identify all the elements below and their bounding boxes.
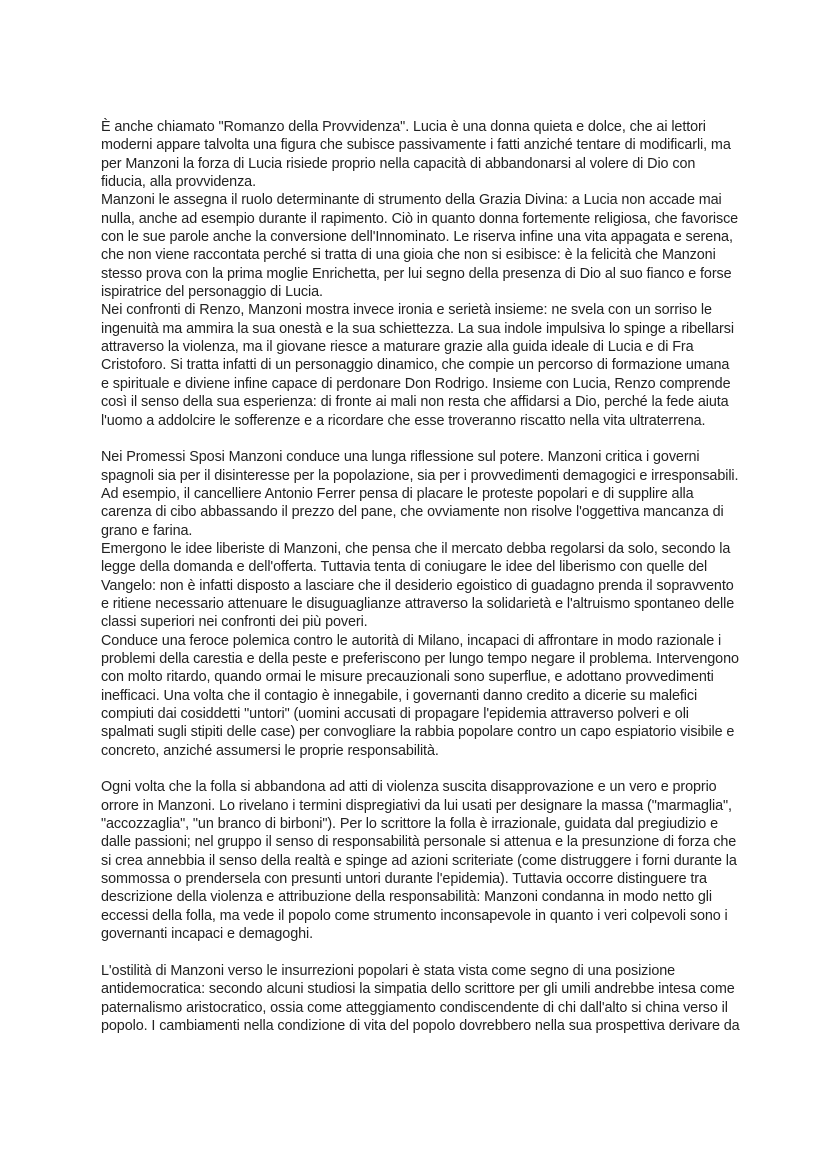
- section-lucia-renzo: [101, 118, 741, 430]
- text-line: Vangelo: non è infatti disposto a lasciare che il desiderio egoistico di guadagno prenda il sopravvento: [101, 577, 734, 594]
- text-line: ispiratrice del personaggio di Lucia.: [101, 284, 323, 301]
- text-line: e spirituale e diviene infine capace di perdonare Don Rodrigo. Insieme con Lucia, Renzo comprende: [101, 375, 731, 392]
- section-ostilita: [101, 962, 741, 1035]
- paragraph-folla: [101, 778, 741, 943]
- text-line: ingenuità ma ammira la sua onestà e la sua schiettezza. La sua indole impulsiva lo spinge a ribellarsi: [101, 320, 734, 337]
- document-page: [101, 118, 741, 1035]
- text-line: Manzoni le assegna il ruolo determinante di strumento della Grazia Divina: a Lucia non accade mai: [101, 192, 722, 209]
- text-line: eccessi della folla, ma vede il popolo come strumento inconsapevole in quanto i veri colpevoli sono i: [101, 907, 728, 924]
- text-line: È anche chiamato "Romanzo della Provvidenza". Lucia è una donna quieta e dolce, che ai lettori: [101, 119, 706, 135]
- text-line: popolo. I cambiamenti nella condizione di vita del popolo dovrebbero nella sua prospettiva derivare da: [101, 1017, 740, 1034]
- text-line: L'ostilità di Manzoni verso le insurrezioni popolari è stata vista come segno di una posizione: [101, 962, 676, 979]
- paragraph-spacer: [101, 430, 741, 448]
- text-line: governanti incapaci e demagoghi.: [101, 926, 314, 943]
- text-line: e ritiene necessario attenuare le disuguaglianze attraverso la solidarietà e l'altruismo spontaneo delle: [101, 595, 735, 612]
- text-line: l'uomo a addolcire le sofferenze e a ricordare che esse troveranno riscatto nella vita ultraterrena.: [101, 412, 706, 429]
- text-line: dalle passioni; nel gruppo il senso di responsabilità personale si attenua e la presunzione di forza che: [101, 834, 737, 851]
- text-line: attraverso la violenza, ma il giovane riesce a maturare grazie alla guida ideale di Lucia e di Fra: [101, 339, 694, 356]
- paragraph-lucia-grazia: [101, 191, 741, 301]
- text-line: paternalismo aristocratico, ossia come atteggiamento condiscendente di chi dall'alto si china verso il: [101, 999, 728, 1016]
- text-line: fiducia, alla provvidenza.: [101, 174, 256, 191]
- paragraph-renzo: [101, 301, 741, 429]
- paragraph-spacer: [101, 943, 741, 961]
- text-line: Nei Promessi Sposi Manzoni conduce una lunga riflessione sul potere. Manzoni critica i governi: [101, 449, 700, 466]
- text-line: compiuti dai cosiddetti "untori" (uomini accusati di propagare l'epidemia attraverso polveri e oli: [101, 706, 689, 722]
- text-line: Ad esempio, il cancelliere Antonio Ferrer pensa di placare le proteste popolari e di supplire alla: [101, 485, 694, 502]
- text-line: antidemocratica: secondo alcuni studiosi la simpatia dello scrittore per gli umili andrebbe intesa come: [101, 981, 735, 998]
- paragraph-ostilita: [101, 962, 741, 1035]
- paragraph-potere: [101, 448, 741, 540]
- text-line: carenza di cibo abbassando il prezzo del pane, che ovviamente non risolve l'oggettiva mancanza di: [101, 504, 724, 521]
- paragraph-lucia-provvidenza: [101, 118, 741, 191]
- text-line: "accozzaglia", "un branco di birboni"). Per lo scrittore la folla è irrazionale, guidata dal pregiudizio e: [101, 816, 718, 833]
- paragraph-polemica-milano: [101, 632, 741, 760]
- text-line: Ogni volta che la folla si abbandona ad atti di violenza suscita disapprovazione e un vero e proprio: [101, 779, 717, 796]
- text-line: problemi della carestia e della peste e preferiscono per lungo tempo negare il problema. Intervengono: [101, 650, 739, 667]
- paragraph-liberismo: [101, 540, 741, 632]
- text-line: Conduce una feroce polemica contro le autorità di Milano, incapaci di affrontare in modo razionale i: [101, 632, 722, 649]
- text-line: legge della domanda e dell'offerta. Tuttavia tenta di coniugare le idee del liberismo con quelle del: [101, 559, 708, 576]
- text-line: classi superiori nei confronti dei più poveri.: [101, 614, 368, 631]
- text-line: concreto, anziché assumersi le proprie responsabilità.: [101, 742, 439, 759]
- text-line: spagnoli sia per il disinteresse per la popolazione, sia per i provvedimenti demagogici e irresponsabili.: [101, 467, 739, 484]
- text-line: spalmati sugli stipiti delle case) per convogliare la rabbia popolare contro un capo espiatorio visibile e: [101, 724, 735, 741]
- text-line: così il senso della sua esperienza: di fronte ai mali non resta che affidarsi a Dio, perché la fede aiuta: [101, 394, 729, 411]
- text-line: con molto ritardo, quando ormai le misure precauzionali sono superflue, e adottano provvedimenti: [101, 669, 714, 686]
- text-line: nulla, anche ad esempio durante il rapimento. Ciò in quanto donna fortemente religiosa, che favorisce: [101, 210, 739, 227]
- text-line: stesso prova con la prima moglie Enrichetta, per lui segno della presenza di Dio al suo fianco e forse: [101, 265, 732, 282]
- text-line: si crea annebbia il senso della realtà e spinge ad azioni scriteriate (come distruggere i forni durante la: [101, 852, 737, 869]
- text-line: grano e farina.: [101, 522, 193, 539]
- section-folla: [101, 778, 741, 943]
- text-line: che non viene raccontata perché si tratta di una gioia che non si esibisce: è la felicità che Manzoni: [101, 247, 716, 264]
- section-potere: [101, 448, 741, 760]
- text-line: inefficaci. Una volta che il contagio è innegabile, i governanti danno credito a dicerie su malefici: [101, 687, 698, 704]
- text-line: per Manzoni la forza di Lucia risiede proprio nella capacità di abbandonarsi al volere di Dio con: [101, 155, 696, 172]
- text-line: moderni appare talvolta una figura che subisce passivamente i fatti anziché tentare di modificarli, ma: [101, 137, 731, 154]
- text-line: sommossa o prendersela con presunti untori durante l'epidemia). Tuttavia occorre distinguere tra: [101, 871, 707, 888]
- text-line: orrore in Manzoni. Lo rivelano i termini dispregiativi da lui usati per designare la massa ("marmaglia",: [101, 797, 732, 814]
- text-line: con le sue parole anche la conversione dell'Innominato. Le riserva infine una vita appagata e serena,: [101, 229, 733, 246]
- text-line: Cristoforo. Si tratta infatti di un personaggio dinamico, che compie un percorso di formazione umana: [101, 357, 730, 374]
- paragraph-spacer: [101, 760, 741, 778]
- text-line: Nei confronti di Renzo, Manzoni mostra invece ironia e serietà insieme: ne svela con un sorriso le: [101, 302, 712, 319]
- text-line: descrizione della violenza e attribuzione della responsabilità: Manzoni condanna in modo netto gli: [101, 889, 712, 906]
- text-line: Emergono le idee liberiste di Manzoni, che pensa che il mercato debba regolarsi da solo, secondo la: [101, 540, 731, 557]
